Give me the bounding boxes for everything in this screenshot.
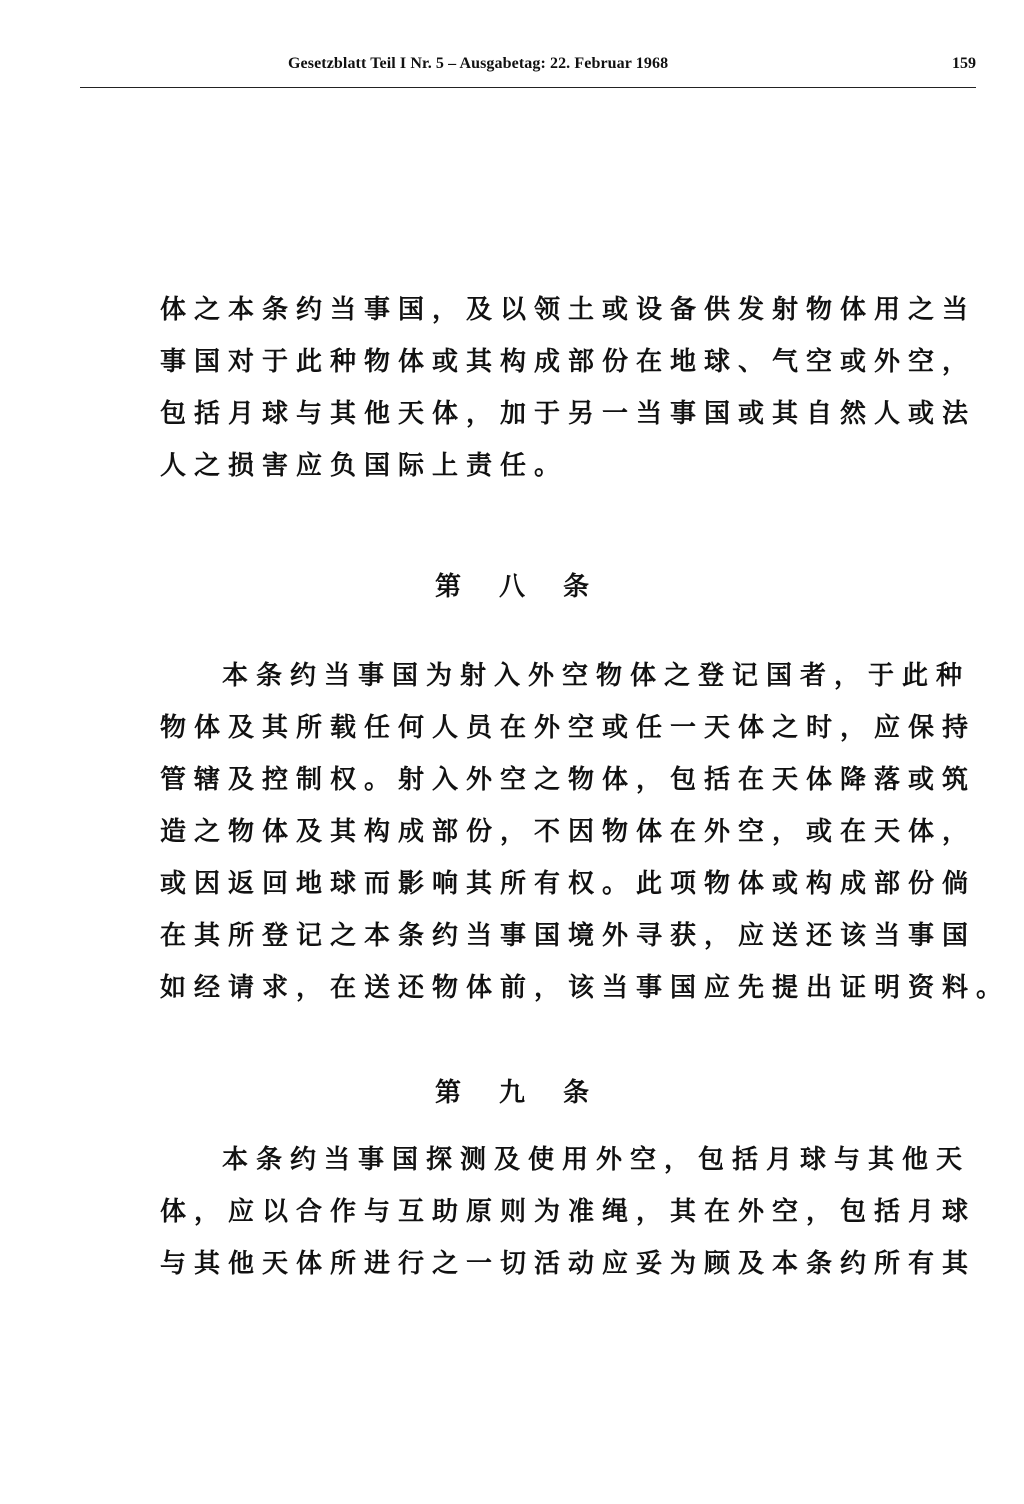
- paragraph-line: 如经请求，在送还物体前，该当事国应先提出证明资料。: [160, 973, 1011, 1003]
- header-rule: [80, 87, 976, 88]
- article-7-continuation: [160, 284, 977, 492]
- page-number: 159: [952, 55, 976, 72]
- paragraph-line: 管辖及控制权。射入外空之物体，包括在天体降落或筑: [160, 765, 977, 795]
- article-9-heading: 第九条: [434, 1078, 627, 1108]
- paragraph-line: 本条约当事国探测及使用外空，包括月球与其他天: [222, 1145, 971, 1175]
- paragraph-line: 物体及其所载任何人员在外空或任一天体之时，应保持: [160, 713, 977, 743]
- article-8-heading: 第八条: [434, 572, 627, 602]
- paragraph-line: 体之本条约当事国，及以领土或设备供发射物体用之当: [160, 295, 977, 325]
- paragraph-line: 事国对于此种物体或其构成部份在地球、气空或外空，: [160, 347, 977, 377]
- paragraph-line: 人之损害应负国际上责任。: [160, 451, 569, 481]
- paragraph-line: 或因返回地球而影响其所有权。此项物体或构成部份倘: [160, 869, 977, 899]
- article-9-body: [160, 1134, 977, 1290]
- paragraph-line: 造之物体及其构成部份，不因物体在外空，或在天体，: [160, 817, 977, 847]
- paragraph-line: 包括月球与其他天体，加于另一当事国或其自然人或法: [160, 399, 977, 429]
- paragraph-line: 在其所登记之本条约当事国境外寻获，应送还该当事国: [160, 921, 977, 951]
- paragraph-line: 与其他天体所进行之一切活动应妥为顾及本条约所有其: [160, 1249, 977, 1279]
- gazette-title: Gesetzblatt Teil I Nr. 5 – Ausgabetag: 22. Februar 1968: [288, 55, 669, 72]
- paragraph-line: 本条约当事国为射入外空物体之登记国者，于此种: [222, 661, 971, 691]
- paragraph-line: 体，应以合作与互助原则为准绳，其在外空，包括月球: [160, 1197, 977, 1227]
- running-header: [80, 55, 976, 85]
- article-8-body: [160, 650, 1011, 1014]
